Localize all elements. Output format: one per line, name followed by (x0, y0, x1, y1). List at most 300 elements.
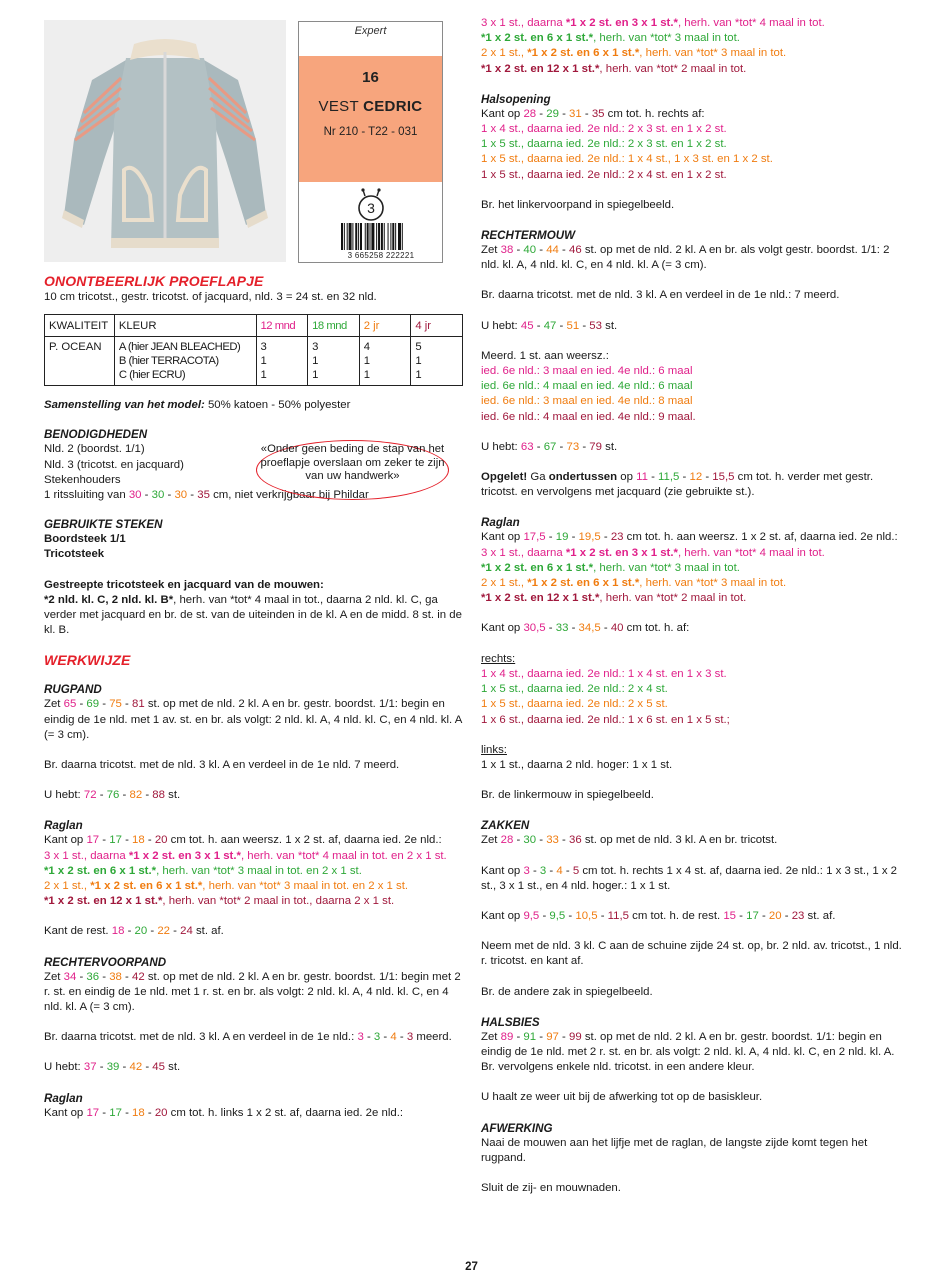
voorpand-cast: Zet 34 - 36 - 38 - 42 st. op met de nld. 2 kl. A en br. gestr. boordst. 1/1: begin met 2 r. st. en eindig de 1e nld. met 1 r. st. en br. als volgt: 2 nld. kl. A, 4 nld. kl. C, en 4 nld. kl. A (= 3 cm). (44, 970, 461, 1014)
cell: 1 (312, 369, 319, 382)
s: 3 (539, 864, 547, 877)
barcode-bar (402, 223, 403, 250)
s: 99 (569, 1030, 582, 1043)
s: 89 (500, 1030, 514, 1043)
s: 23 (791, 909, 805, 922)
s: 4 (556, 864, 563, 877)
t: cm tot. h. rechts af: (604, 107, 705, 120)
s: 75 (109, 698, 122, 711)
composition (44, 398, 464, 413)
t: cm tot. h. aan weersz. 1 x 2 st. af, daarna ied. 2e nld.: (623, 531, 898, 544)
barcode-bar (390, 223, 391, 250)
t: 3 x 1 st., daarna (44, 849, 129, 862)
yarn-size-2 (308, 337, 360, 386)
t: , herh. van *tot* 4 maal in tot., daarna 2 nld. kl. C, ga verder met jacquard en br. de st. van de uiteinden in de kl. A en de midd. 8 st. in de kl. B. (44, 593, 462, 637)
yarn-table-row (45, 337, 463, 386)
mouw-r2 (481, 561, 903, 576)
cell: 1 (312, 355, 319, 368)
s: 65 (63, 698, 77, 711)
t: *1 x 2 st. en 12 x 1 st.* (44, 895, 163, 908)
s: 20 (154, 834, 168, 847)
col-size-3: 2 jr (359, 315, 411, 337)
s: 33 (546, 834, 559, 847)
yarn-size-4 (411, 337, 463, 386)
werkwijze-heading: WERKWIJZE (44, 652, 131, 669)
s: 46 (569, 244, 582, 257)
t: st. (164, 1061, 181, 1074)
s: 18 (111, 925, 125, 938)
t: st. op met de nld. 3 kl. A en br. tricotst. (581, 834, 778, 847)
s: 30 (523, 834, 537, 847)
t: cm tot. h. links 1 x 2 st. af, daarna ied. 2e nld.: (167, 1106, 404, 1119)
s: 81 (132, 698, 145, 711)
rugpand-p2: Br. daarna tricotst. met de nld. 3 kl. A en verdeel in de 1e nld. 7 meerd. (44, 759, 400, 772)
s: 9,5 (549, 909, 566, 922)
t: Kant op (481, 864, 524, 877)
voorpand-have: U hebt: 37 - 39 - 42 - 45 st. (44, 1061, 181, 1074)
cell: 3 (312, 341, 319, 354)
t: , herh. van *tot* 2 maal in tot., daarna 2 x 1 st. (162, 895, 395, 908)
mouw-left-label: links: (481, 743, 507, 756)
s: 69 (86, 698, 100, 711)
s: 44 (546, 244, 559, 257)
voorpand-r2 (481, 31, 903, 46)
t: Ga (527, 471, 549, 484)
materials-line: Stekenhouders (44, 473, 121, 486)
afwerking-heading: AFWERKING (481, 1121, 553, 1135)
t: *1 x 2 st. en 6 x 1 st.* (481, 32, 594, 45)
s: 24 (180, 925, 193, 938)
rugpand-heading: RUGPAND (44, 683, 102, 697)
s: 19,5 (578, 531, 601, 544)
cardigan-illustration (44, 20, 286, 262)
materials-line: Nld. 3 (tricotst. en jacquard) (44, 458, 184, 471)
left-column (44, 273, 464, 1121)
t: U hebt: (44, 1061, 84, 1074)
mouw-inc-heading: Meerd. 1 st. aan weersz.: (481, 349, 609, 362)
mouw-i4: ied. 6e nld.: 4 maal en ied. 4e nld.: 9 maal. (481, 410, 696, 423)
halsbies-p2: U haalt ze weer uit bij de afwerking tot op de basiskleur. (481, 1091, 763, 1104)
rugpand-r2 (44, 864, 464, 879)
t: *1 x 2 st. en 6 x 1 st.* (527, 47, 640, 60)
barcode-bar (370, 223, 371, 250)
mouw-p2: Br. daarna tricotst. met de nld. 3 kl. A en verdeel in de 1e nld.: 7 meerd. (481, 289, 840, 302)
mouw-rr4: 1 x 6 st., daarna ied. 2e nld.: 1 x 6 st. en 1 x 5 st.; (481, 713, 730, 726)
composition-label: Samenstelling van het model: (44, 399, 205, 412)
s: 18 (132, 1106, 145, 1119)
rugpand-raglan: Kant op 17 - 17 - 18 - 20 cm tot. h. aan weersz. 1 x 2 st. af, daarna ied. 2e nld.: (44, 834, 442, 847)
needle-size-text: 3 (367, 200, 375, 216)
barcode-bar (376, 223, 377, 250)
t: *1 x 2 st. en 3 x 1 st.* (128, 849, 241, 862)
t: Kant op (481, 107, 524, 120)
stitch-line: Tricotsteek (44, 548, 105, 561)
col-size-1: 12 mnd (256, 315, 308, 337)
cell: 3 (260, 341, 267, 354)
t: cm tot. h. af: (623, 622, 690, 635)
mouw-rr1: 1 x 4 st., daarna ied. 2e nld.: 1 x 4 st. en 1 x 3 st. (481, 667, 727, 680)
mouw-right-label: rechts: (481, 652, 516, 665)
t: st. op met de nld. 2 kl. A en br. gestr. boordst. 1/1: begin en eindig de 1e nld. met 1 av. st. en br. als volgt: 2 nld. kl. A, 4 nld. kl. C, en 4 nld. kl. A (= 3 cm). (44, 698, 462, 741)
t: 3 x 1 st., daarna (481, 546, 566, 559)
voorpand-r1 (481, 16, 903, 31)
zakken-p4: Neem met de nld. 3 kl. C aan de schuine zijde 24 st. op, br. 2 nld. av. tricotst., 1 nld. r. tricotst. en kant af. (481, 940, 902, 968)
t: 3 x 1 st., daarna (481, 17, 566, 29)
mouw-i2: ied. 6e nld.: 4 maal en ied. 4e nld.: 6 maal (481, 380, 693, 393)
materials-zip: 1 ritssluiting van 30 - 30 - 30 - 35 cm, niet verkrijgbaar bij Phildar (44, 489, 369, 502)
s: 18 (132, 834, 145, 847)
s: 3 (523, 864, 530, 877)
s: 97 (546, 1030, 559, 1043)
s: 73 (566, 440, 580, 453)
rugpand-cast: Zet 65 - 69 - 75 - 81 st. op met de nld. 2 kl. A en br. gestr. boordst. 1/1: begin en eindig de 1e nld. met 1 av. st. en br. als volgt: 2 nld. kl. A, 4 nld. kl. C, en 4 nld. kl. A (= 3 cm). (44, 698, 462, 741)
s: 17 (86, 834, 100, 847)
t: Zet (44, 970, 64, 983)
mouw-left-text: 1 x 1 st., daarna 2 nld. hoger: 1 x 1 st. (481, 758, 673, 771)
s: 37 (83, 1061, 97, 1074)
cell: 1 (363, 369, 371, 382)
t: U hebt: (481, 440, 521, 453)
t: Kant op (44, 1106, 87, 1119)
s: 38 (109, 970, 122, 983)
t: st. (601, 319, 618, 332)
yarn-color-b: B (hier TERRACOTA) (118, 355, 219, 368)
t: Zet (481, 244, 501, 257)
zakken-p2: Kant op 3 - 3 - 4 - 5 cm tot. h. rechts 1 x 4 st. af, daarna ied. 2e nld.: 1 x 3 st., 1 x 2 st., 3 x 1 st., en 4 nld. hoger.: 1 x 1 st. (481, 864, 898, 892)
voorpand-heading: RECHTERVOORPAND (44, 955, 167, 969)
s: 42 (129, 1061, 143, 1074)
s: 15,5 (712, 471, 735, 484)
cell: 1 (260, 369, 267, 382)
t: U hebt: (44, 789, 84, 802)
pattern-number: 16 (362, 69, 379, 86)
zakken-p5: Br. de andere zak in spiegelbeeld. (481, 985, 653, 998)
mouw-raglan-heading: Raglan (481, 516, 520, 530)
s: 5 (572, 864, 580, 877)
pattern-label-card (298, 21, 443, 263)
s: 51 (566, 319, 580, 332)
neck-n1: 1 x 4 st., daarna ied. 2e nld.: 2 x 3 st. en 1 x 2 st. (481, 123, 727, 136)
t: st. (601, 440, 618, 453)
rugpand-rest: Kant de rest. 18 - 20 - 22 - 24 st. af. (44, 925, 224, 938)
page-number: 27 (465, 1261, 478, 1273)
pattern-reference: Nr 210 - T22 - 031 (323, 126, 418, 138)
t: *2 nld. kl. C, 2 nld. kl. B* (44, 593, 174, 606)
rugpand-r3 (44, 879, 464, 894)
s: 3 (406, 1031, 414, 1044)
t: *1 x 2 st. en 3 x 1 st.* (565, 17, 678, 29)
rugpand-have: U hebt: 72 - 76 - 82 - 88 st. (44, 789, 181, 802)
barcode-bar (392, 223, 394, 250)
neck-line: Kant op 28 - 29 - 31 - 35 cm tot. h. rechts af: (481, 107, 705, 120)
s: 36 (86, 970, 100, 983)
s: 30 (128, 489, 142, 502)
mouw-cast: Zet 38 - 40 - 44 - 46 st. op met de nld. 2 kl. A en br. als volgt gestr. boordst. 1/1: 2 nld. kl. A, 4 nld. kl. C, en 4 nld. kl. A (= 3 cm). (481, 244, 890, 272)
t: Kant op (481, 622, 524, 635)
t: cm tot. h. de rest. (629, 909, 724, 922)
zakken-heading: ZAKKEN (481, 819, 530, 833)
voorpand-raglan-heading: Raglan (44, 1091, 83, 1105)
s: 72 (83, 789, 97, 802)
halsbies-cast: Zet 89 - 91 - 97 - 99 st. op met de nld. 2 kl. A en br. gestr. boordst. 1/1: begin en eindig de 1e nld. met 2 r. st. en br. als volgt: 2 nld. kl. A, 4 nld. kl. C, en 2 nld. kl. A. Br. vervolgens enkele nld. tricotst. in een andere kleur. (481, 1030, 895, 1074)
mouw-attention: Opgelet! Ga ondertussen op 11 - 11,5 - 12 - 15,5 cm tot. h. verder met gestr. tricotst. en vervolgens met jacquard (zie gebruikte st.). (481, 471, 874, 499)
materials-line: Nld. 2 (boordst. 1/1) (44, 443, 145, 456)
right-column (481, 16, 903, 1196)
t: Opgelet! (481, 471, 528, 484)
s: 34,5 (578, 622, 601, 635)
swatch-note-bubble: «Onder geen beding de stap van het proeflapje overslaan om zeker te zijn van uw handwerk» (256, 440, 449, 500)
s: 76 (106, 789, 120, 802)
product-photo (44, 20, 286, 262)
mouw-i1: ied. 6e nld.: 3 maal en ied. 4e nld.: 6 maal (481, 365, 693, 378)
s: 82 (129, 789, 143, 802)
s: 28 (523, 107, 537, 120)
s: 30 (174, 489, 188, 502)
cell: 1 (363, 355, 371, 368)
col-size-4: 4 jr (411, 315, 463, 337)
t: Zet (481, 834, 501, 847)
s: 63 (520, 440, 534, 453)
mouw-rr3: 1 x 5 st., daarna ied. 2e nld.: 2 x 5 st. (481, 698, 668, 711)
s: 3 (373, 1031, 381, 1044)
t: *1 x 2 st. en 6 x 1 st.* (90, 880, 203, 893)
barcode-bar (365, 223, 366, 250)
yarn-size-1 (256, 337, 308, 386)
barcode-bar (352, 223, 353, 250)
s: 67 (543, 440, 557, 453)
composition-text: 50% katoen - 50% polyester (204, 399, 351, 412)
s: 17 (109, 1106, 122, 1119)
s: 91 (523, 1030, 537, 1043)
yarn-size-3 (359, 337, 411, 386)
cell: 4 (363, 341, 371, 354)
striped-heading: Gestreepte tricotsteek en jacquard van de mouwen: (44, 578, 324, 591)
swatch-heading: ONONTBEERLIJK PROEFLAPJE (44, 273, 264, 289)
barcode-bar (347, 223, 348, 250)
s: 19 (555, 531, 569, 544)
barcode-bar (378, 223, 380, 250)
col-quality: KWALITEIT (45, 315, 115, 337)
t: Kant de rest. (44, 925, 112, 938)
neck-n3: 1 x 5 st., daarna ied. 2e nld.: 1 x 4 st., 1 x 3 st. en 1 x 2 st. (481, 153, 773, 166)
mouw-have2: U hebt: 63 - 67 - 73 - 79 st. (481, 440, 618, 453)
s: 11,5 (658, 471, 680, 484)
t: *1 x 2 st. en 12 x 1 st.* (481, 592, 600, 605)
t: , herh. van *tot* 4 maal in tot. (677, 17, 825, 29)
s: 4 (390, 1031, 397, 1044)
mouw-have: U hebt: 45 - 47 - 51 - 53 st. (481, 319, 618, 332)
rugpand-r4 (44, 894, 464, 909)
stitches-heading: GEBRUIKTE STEKEN (44, 518, 163, 532)
t: *1 x 2 st. en 12 x 1 st.* (481, 62, 600, 75)
col-size-2: 18 mnd (308, 315, 360, 337)
mouw-k2: Kant op 30,5 - 33 - 34,5 - 40 cm tot. h. af: (481, 622, 690, 635)
t: st. af. (192, 925, 224, 938)
barcode-bar (371, 223, 374, 250)
barcode-bar (355, 223, 357, 250)
cell: 1 (415, 355, 422, 368)
t: st. af. (804, 909, 836, 922)
voorpand-r4 (481, 62, 903, 77)
s: 35 (197, 489, 210, 502)
afwerking-p2: Sluit de zij- en mouwnaden. (481, 1181, 621, 1194)
s: 34 (63, 970, 77, 983)
s: 11 (636, 471, 648, 484)
yarn-color-a: A (hier JEAN BLEACHED) (118, 341, 241, 354)
mouw-r1 (481, 546, 903, 561)
swatch-text: 10 cm tricotst., gestr. tricotst. of jacquard, nld. 3 = 24 st. en 32 nld. (44, 291, 377, 303)
neck-n4: 1 x 5 st., daarna ied. 2e nld.: 2 x 4 st. en 1 x 2 st. (481, 168, 727, 181)
s: 45 (520, 319, 534, 332)
barcode-bar (388, 223, 389, 250)
barcode-bar (341, 223, 343, 250)
t: op (617, 471, 637, 484)
t: Kant op (44, 834, 87, 847)
yarn-table (44, 314, 463, 386)
t: Kant op (481, 909, 524, 922)
t: , herh. van *tot* 3 maal in tot. (639, 47, 787, 60)
pattern-title (299, 97, 442, 117)
yarn-color-c: C (hier ECRU) (118, 369, 186, 382)
s: 29 (546, 107, 559, 120)
t: *1 x 2 st. en 6 x 1 st.* (527, 577, 640, 590)
s: 40 (523, 244, 537, 257)
t: meerd. (413, 1031, 452, 1044)
t: 2 x 1 st., (481, 47, 528, 60)
s: 88 (152, 789, 165, 802)
col-color: KLEUR (114, 315, 256, 337)
pattern-title-prefix: VEST (318, 98, 364, 115)
rugpand-r1 (44, 849, 464, 864)
t: st. op met de nld. 2 kl. A en br. als volgt gestr. boordst. 1/1: 2 nld. kl. A, 4 nld. kl. C, en 4 nld. kl. A (= 3 cm). (481, 244, 890, 272)
s: 15 (723, 909, 736, 922)
s: 11,5 (607, 909, 629, 922)
t: *1 x 2 st. en 6 x 1 st.* (44, 864, 157, 877)
neck-heading: Halsopening (481, 92, 551, 106)
t: , herh. van *tot* 3 maal in tot. (593, 561, 740, 574)
s: 38 (500, 244, 514, 257)
mouw-mirror: Br. de linkermouw in spiegelbeeld. (481, 789, 654, 802)
s: 47 (543, 319, 557, 332)
voorpand-mirror: Br. het linkervoorpand in spiegelbeeld. (481, 198, 675, 211)
cell: 5 (415, 341, 422, 354)
difficulty-level: Expert (354, 25, 387, 37)
s: 22 (157, 925, 171, 938)
t: st. (164, 789, 181, 802)
t: cm tot. h. rechts 1 x 4 st. af, daarna ied. 2e nld.: 1 x 3 st., 1 x 2 st., 3 x 1 st., en 4 nld. hoger.: 1 x 1 st. (481, 864, 898, 892)
neck-n2: 1 x 5 st., daarna ied. 2e nld.: 2 x 3 st. en 1 x 2 st. (481, 138, 727, 151)
mouw-r3 (481, 576, 903, 591)
s: 40 (610, 622, 624, 635)
zakken-p3: Kant op 9,5 - 9,5 - 10,5 - 11,5 cm tot. h. de rest. 15 - 17 - 20 - 23 st. af. (481, 909, 836, 922)
s: 17 (109, 834, 122, 847)
barcode-bar (395, 223, 396, 250)
t: st. op met de nld. 2 kl. A en br. gestr. boordst. 1/1: begin met 2 r. st. en eindig de 1e nld. met 1 r. st. en br. als volgt: 2 nld. kl. A, 4 nld. kl. C, en 4 nld. kl. A (= 3 cm). (44, 970, 461, 1014)
mouw-i3: ied. 6e nld.: 3 maal en ied. 4e nld.: 8 maal (481, 395, 693, 408)
t: , herh. van *tot* 2 maal in tot. (599, 592, 747, 605)
halsbies-heading: HALSBIES (481, 1015, 540, 1029)
t: , herh. van *tot* 3 maal in tot. (593, 32, 740, 45)
t: cm tot. h. verder met gestr. tricotst. en vervolgens met jacquard (zie gebruikte st.). (481, 471, 874, 499)
mouw-r4 (481, 591, 903, 606)
barcode-bar (344, 223, 345, 250)
mouw-heading: RECHTERMOUW (481, 229, 576, 243)
s: 36 (569, 834, 582, 847)
stitch-line: Boordsteek 1/1 (44, 533, 126, 546)
mouw-raglan: Kant op 17,5 - 19 - 19,5 - 23 cm tot. h. aan weersz. 1 x 2 st. af, daarna ied. 2e nld.: (481, 531, 898, 544)
materials-heading: BENODIGDHEDEN (44, 428, 148, 442)
s: 35 (591, 107, 605, 120)
cell: 1 (415, 369, 422, 382)
s: 10,5 (575, 909, 598, 922)
barcode-number: 3 665258 222221 (347, 251, 415, 260)
t: Kant op (481, 531, 524, 544)
label-band (299, 56, 442, 182)
t: , herh. van *tot* 3 maal in tot. (639, 577, 787, 590)
s: 12 (689, 471, 703, 484)
t: ondertussen (548, 471, 618, 484)
t: cm tot. h. aan weersz. 1 x 2 st. af, daarna ied. 2e nld.: (167, 834, 442, 847)
t: 2 x 1 st., (481, 577, 528, 590)
mouw-rr2: 1 x 5 st., daarna ied. 2e nld.: 2 x 4 st. (481, 683, 668, 696)
barcode-bar (360, 223, 362, 250)
s: 39 (106, 1061, 120, 1074)
barcode-bar (358, 223, 359, 250)
s: 30 (151, 489, 165, 502)
s: 17 (746, 909, 759, 922)
voorpand-raglan: Kant op 17 - 17 - 18 - 20 cm tot. h. links 1 x 2 st. af, daarna ied. 2e nld.: (44, 1106, 404, 1119)
t: Zet (481, 1030, 501, 1043)
t: 2 x 1 st., (44, 880, 91, 893)
s: 45 (152, 1061, 165, 1074)
s: 23 (610, 531, 624, 544)
voorpand-r3 (481, 46, 903, 61)
s: 79 (589, 440, 602, 453)
t: , herh. van *tot* 3 maal in tot. en 2 x 1 st. (156, 864, 362, 877)
needle-size-icon (353, 188, 389, 227)
s: 33 (555, 622, 569, 635)
s: 31 (569, 107, 582, 120)
t: Br. daarna tricotst. met de nld. 3 kl. A en verdeel in de 1e nld.: (44, 1031, 358, 1044)
t: , herh. van *tot* 2 maal in tot. (599, 62, 747, 75)
barcode-bar (384, 223, 385, 250)
striped-text (44, 593, 464, 639)
yarn-quality: P. OCEAN (45, 337, 115, 386)
t: , herh. van *tot* 3 maal in tot. en 2 x 1 st. (202, 880, 409, 893)
t: *1 x 2 st. en 6 x 1 st.* (481, 561, 594, 574)
voorpand-p2: Br. daarna tricotst. met de nld. 3 kl. A en verdeel in de 1e nld.: 3 - 3 - 4 - 3 meerd. (44, 1031, 452, 1044)
s: 9,5 (523, 909, 540, 922)
t: cm, niet verkrijgbaar bij Phildar (209, 489, 369, 502)
barcode-bar (381, 223, 383, 250)
cell: 1 (260, 355, 267, 368)
t: U hebt: (481, 319, 521, 332)
s: 28 (500, 834, 514, 847)
t: *1 x 2 st. en 3 x 1 st.* (565, 546, 678, 559)
barcode-bar (398, 223, 401, 250)
yarn-colors (114, 337, 256, 386)
barcode-bar (367, 223, 369, 250)
s: 42 (132, 970, 145, 983)
t: , herh. van *tot* 4 maal in tot. (677, 546, 825, 559)
s: 3 (357, 1031, 364, 1044)
s: 20 (154, 1106, 168, 1119)
s: 53 (589, 319, 602, 332)
s: 17 (86, 1106, 100, 1119)
barcode-bar (349, 223, 352, 250)
s: 20 (768, 909, 782, 922)
rugpand-raglan-heading: Raglan (44, 819, 83, 833)
